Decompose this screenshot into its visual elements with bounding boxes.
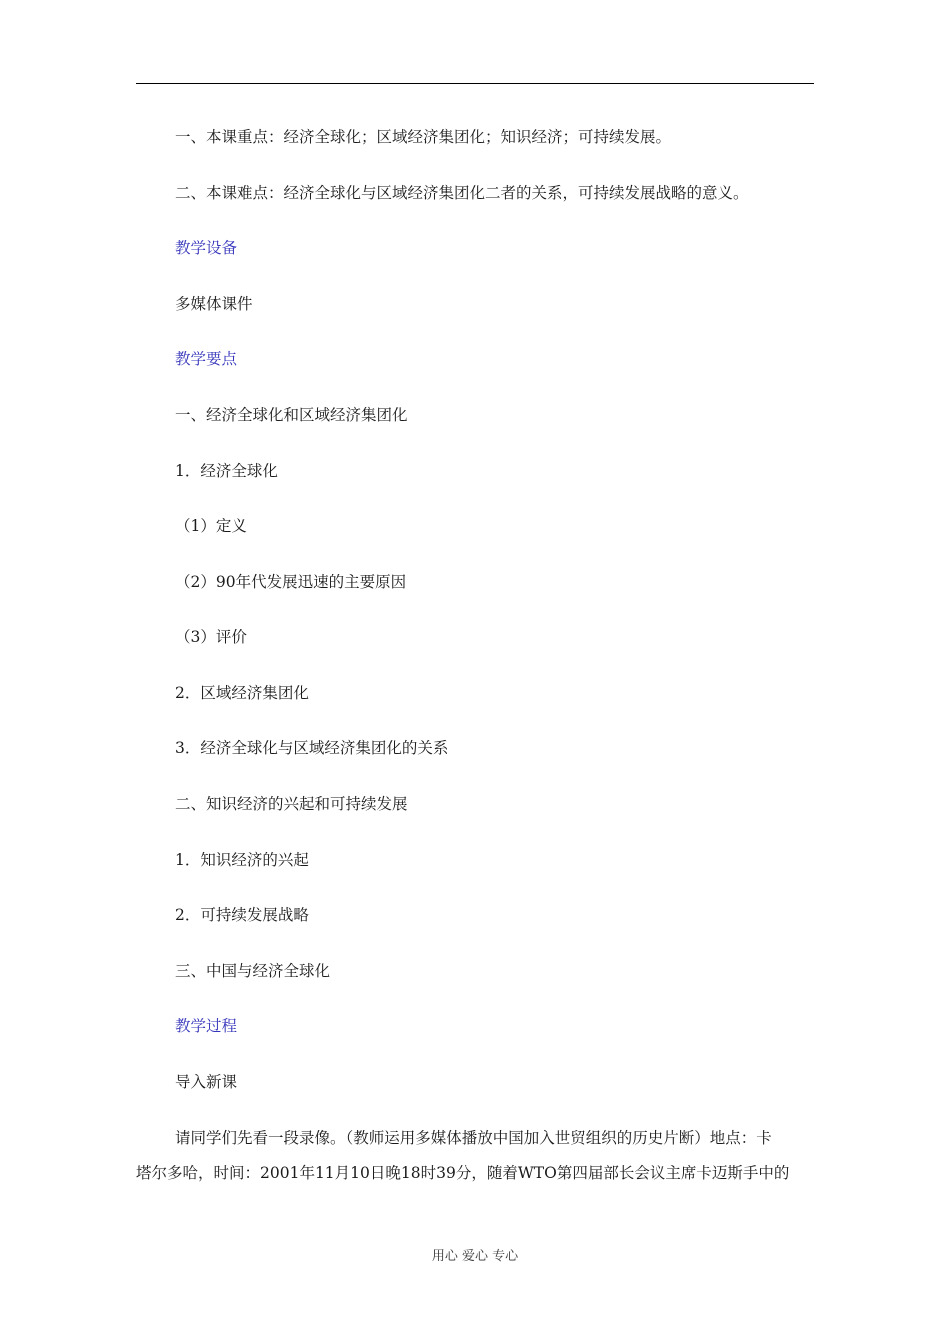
section-heading-equipment: 教学设备 (175, 239, 238, 257)
outline-item-1-1-3: （3）评价 (175, 628, 247, 646)
outline-item-2-2: 2．可持续发展战略 (175, 906, 309, 924)
outline-item-1-1-2: （2）90年代发展迅速的主要原因 (175, 573, 407, 591)
header-rule (136, 83, 814, 84)
outline-item-1-1-1: （1）定义 (175, 517, 247, 535)
intro-paragraph-line-1: 请同学们先看一段录像。（教师运用多媒体播放中国加入世贸组织的历史片断）地点：卡 (175, 1129, 772, 1147)
intro-subheading: 导入新课 (175, 1073, 238, 1091)
outline-item-2-1: 1．知识经济的兴起 (175, 851, 309, 869)
outline-item-2: 二、知识经济的兴起和可持续发展 (175, 795, 408, 813)
outline-item-1-1: 1．经济全球化 (175, 462, 278, 480)
key-points-line: 一、本课重点：经济全球化；区域经济集团化；知识经济；可持续发展。 (175, 128, 672, 146)
outline-item-3: 三、中国与经济全球化 (175, 962, 331, 980)
intro-paragraph (136, 1128, 814, 1198)
intro-paragraph-line-2: 塔尔多哈，时间：2001年11月10日晚18时39分，随着WTO第四届部长会议主席卡迈斯手中的 (136, 1164, 790, 1182)
equipment-text: 多媒体课件 (175, 295, 253, 313)
outline-item-1: 一、经济全球化和区域经济集团化 (175, 406, 408, 424)
section-heading-key-points: 教学要点 (175, 350, 238, 368)
outline-item-1-3: 3．经济全球化与区域经济集团化的关系 (175, 739, 449, 757)
outline-item-1-2: 2．区域经济集团化 (175, 684, 309, 702)
section-heading-process: 教学过程 (175, 1017, 238, 1035)
difficult-points-line: 二、本课难点：经济全球化与区域经济集团化二者的关系，可持续发展战略的意义。 (175, 184, 749, 202)
page-footer: 用心 爱心 专心 (431, 1249, 519, 1264)
